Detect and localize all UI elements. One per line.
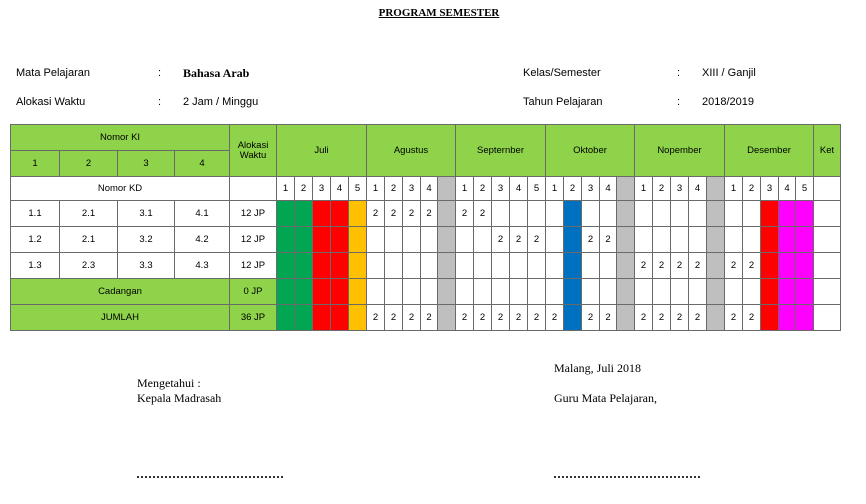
week-cell [295,279,313,305]
week-number: 2 [385,177,403,201]
week-cell: 2 [474,201,492,227]
week-cell [331,253,349,279]
table-row [11,305,841,331]
week-cell: 2 [689,305,707,331]
table-row [11,253,841,279]
week-cell [796,227,814,253]
week-cell [743,279,761,305]
week-cell: 2 [456,201,474,227]
week-cell [725,227,743,253]
week-cell [313,201,331,227]
week-number: 1 [367,177,385,201]
week-cell: 2 [725,305,743,331]
week-number [707,177,725,201]
week-cell [779,227,796,253]
week-cell [456,253,474,279]
week-cell [277,305,295,331]
kd-cell: 1.2 [11,227,60,253]
week-cell: 2 [635,253,653,279]
week-cell: 2 [403,201,421,227]
week-number [438,177,456,201]
kd-cell: 1.1 [11,201,60,227]
week-cell [707,201,725,227]
week-cell: 2 [689,253,707,279]
week-cell: 2 [671,253,689,279]
week-cell [564,279,582,305]
week-cell [635,201,653,227]
week-number: 4 [689,177,707,201]
ki-number: 3 [118,151,175,177]
week-cell [528,201,546,227]
cadangan-label: Cadangan [11,279,230,305]
week-cell [456,279,474,305]
week-cell [295,305,313,331]
week-cell [796,305,814,331]
week-cell [546,201,564,227]
kelas-value: XIII / Ganjil [702,67,756,79]
week-cell [438,201,456,227]
ket-cell [814,177,841,201]
week-cell [761,227,779,253]
week-cell [707,253,725,279]
week-cell [761,279,779,305]
week-cell: 2 [474,305,492,331]
week-cell: 2 [725,253,743,279]
week-cell: 2 [600,227,617,253]
week-cell [600,201,617,227]
week-number: 2 [743,177,761,201]
ket-cell [814,201,841,227]
week-cell [779,279,796,305]
nomor-kd-header: Nomor KD [11,177,230,201]
week-cell [743,227,761,253]
week-cell [492,253,510,279]
alokasi-value: 2 Jam / Minggu [183,96,259,108]
week-cell: 2 [743,253,761,279]
week-number: 1 [725,177,743,201]
month-header: Desember [725,125,814,177]
week-cell [671,279,689,305]
kd-cell: 2.3 [60,253,118,279]
ki-number: 2 [60,151,118,177]
week-number [617,177,635,201]
week-cell [295,201,313,227]
week-number: 3 [492,177,510,201]
week-number: 4 [779,177,796,201]
week-cell [385,253,403,279]
week-cell [635,227,653,253]
week-cell: 2 [456,305,474,331]
week-cell: 2 [367,305,385,331]
week-cell [707,305,725,331]
week-cell [546,227,564,253]
week-number: 5 [796,177,814,201]
week-cell [421,253,438,279]
week-cell: 2 [653,305,671,331]
week-cell [313,279,331,305]
week-cell [349,305,367,331]
week-cell [313,253,331,279]
week-cell [367,227,385,253]
week-number: 2 [653,177,671,201]
week-cell [421,279,438,305]
week-cell [331,279,349,305]
week-cell [635,279,653,305]
kd-cell: 4.1 [175,201,230,227]
week-number: 4 [421,177,438,201]
week-cell [707,279,725,305]
week-cell [510,279,528,305]
week-cell [313,227,331,253]
mapel-colon: : [158,67,162,79]
week-number: 2 [474,177,492,201]
week-cell [707,227,725,253]
week-cell [779,305,796,331]
week-cell [761,201,779,227]
kd-cell: 3.3 [118,253,175,279]
week-cell: 2 [421,201,438,227]
week-cell [349,279,367,305]
week-cell [349,227,367,253]
nomor-ki-header: Nomor KI [11,125,230,151]
week-cell [796,201,814,227]
week-cell [438,305,456,331]
week-cell: 2 [528,305,546,331]
week-cell [761,305,779,331]
week-cell [617,279,635,305]
table-row [11,177,841,201]
week-cell [617,305,635,331]
week-cell [761,253,779,279]
week-cell [403,253,421,279]
month-header: Agustus [367,125,456,177]
week-cell [277,227,295,253]
week-cell [510,253,528,279]
week-cell [277,253,295,279]
kepala-madrasah-label: Kepala Madrasah [137,391,222,405]
week-cell [671,201,689,227]
week-cell [564,253,582,279]
alokasi-header: Alokasi Waktu [230,125,277,177]
week-cell: 2 [743,305,761,331]
week-cell [546,253,564,279]
kd-cell: 2.1 [60,227,118,253]
week-number: 4 [600,177,617,201]
week-cell [600,253,617,279]
week-cell: 2 [528,227,546,253]
week-cell [689,227,707,253]
week-cell: 2 [510,305,528,331]
week-cell [528,253,546,279]
week-cell [796,279,814,305]
week-number: 1 [456,177,474,201]
ket-cell [814,227,841,253]
place-date: Malang, Juli 2018 [554,361,641,375]
week-cell [456,227,474,253]
week-cell [582,201,600,227]
mapel-label: Mata Pelajaran [16,67,90,79]
week-cell [331,201,349,227]
ki-number: 1 [11,151,60,177]
week-cell [689,201,707,227]
week-number: 2 [295,177,313,201]
week-cell [474,253,492,279]
week-cell [421,227,438,253]
week-cell: 2 [671,305,689,331]
jumlah-jp: 36 JP [230,305,277,331]
kd-cell: 2.1 [60,201,118,227]
week-cell [617,253,635,279]
week-cell [510,201,528,227]
week-cell [600,279,617,305]
week-cell: 2 [600,305,617,331]
week-cell [492,201,510,227]
jp-cell: 12 JP [230,253,277,279]
week-cell: 2 [492,305,510,331]
week-cell [349,253,367,279]
week-cell [367,279,385,305]
guru-label: Guru Mata Pelajaran, [554,391,657,405]
kelas-label: Kelas/Semester [523,67,601,79]
week-number: 3 [761,177,779,201]
week-cell: 2 [385,201,403,227]
week-cell [564,227,582,253]
ket-cell [814,279,841,305]
jumlah-label: JUMLAH [11,305,230,331]
kd-cell: 3.1 [118,201,175,227]
ket-header: Ket [814,125,841,177]
week-cell [313,305,331,331]
tahun-label: Tahun Pelajaran [523,96,603,108]
signature-line-left [137,476,283,478]
week-cell [796,253,814,279]
week-cell [438,279,456,305]
tahun-colon: : [677,96,681,108]
week-cell [349,201,367,227]
week-number: 3 [403,177,421,201]
week-cell [277,279,295,305]
week-cell: 2 [492,227,510,253]
week-number: 3 [313,177,331,201]
page-title: PROGRAM SEMESTER [378,7,500,19]
week-cell: 2 [582,227,600,253]
cadangan-jp: 0 JP [230,279,277,305]
tahun-value: 2018/2019 [702,96,754,108]
week-cell: 2 [367,201,385,227]
jp-cell: 12 JP [230,227,277,253]
week-cell [582,253,600,279]
week-number: 5 [528,177,546,201]
week-cell [385,227,403,253]
month-header: Juli [277,125,367,177]
week-cell [277,201,295,227]
week-cell [653,279,671,305]
week-cell: 2 [546,305,564,331]
table-row [11,227,841,253]
week-number: 3 [671,177,689,201]
week-cell: 2 [403,305,421,331]
signature-line-right [554,476,700,478]
week-cell [743,201,761,227]
week-cell: 2 [421,305,438,331]
week-cell [725,201,743,227]
week-cell [331,227,349,253]
week-number: 1 [546,177,564,201]
week-cell [582,279,600,305]
mapel-value: Bahasa Arab [183,66,250,80]
week-cell [438,227,456,253]
week-cell: 2 [510,227,528,253]
week-cell: 2 [635,305,653,331]
week-cell [474,279,492,305]
week-cell [653,227,671,253]
week-cell [653,201,671,227]
week-cell [528,279,546,305]
week-cell [295,227,313,253]
week-cell: 2 [582,305,600,331]
week-cell [331,305,349,331]
week-cell [492,279,510,305]
month-header: Nopember [635,125,725,177]
program-semester-table [10,124,841,331]
kd-cell: 4.3 [175,253,230,279]
week-number: 2 [564,177,582,201]
alokasi-label: Alokasi Waktu [16,96,86,108]
week-cell [617,227,635,253]
week-number: 4 [510,177,528,201]
week-number: 5 [349,177,367,201]
week-cell [385,279,403,305]
ki-number: 4 [175,151,230,177]
week-cell [438,253,456,279]
jp-cell: 12 JP [230,201,277,227]
week-cell [403,279,421,305]
week-cell [367,253,385,279]
week-cell [546,279,564,305]
week-cell [671,227,689,253]
month-header: Oktober [546,125,635,177]
week-cell [725,279,743,305]
week-cell [403,227,421,253]
table-row [11,279,841,305]
week-cell [295,253,313,279]
mengetahui-label: Mengetahui : [137,376,201,390]
table-row [11,201,841,227]
week-cell: 2 [653,253,671,279]
kelas-colon: : [677,67,681,79]
week-cell [779,253,796,279]
kd-cell: 4.2 [175,227,230,253]
week-cell [474,227,492,253]
ket-cell [814,305,841,331]
week-cell: 2 [385,305,403,331]
week-cell [689,279,707,305]
week-number: 4 [331,177,349,201]
month-header: Septernber [456,125,546,177]
week-number: 1 [277,177,295,201]
alokasi-colon: : [158,96,162,108]
week-number: 1 [635,177,653,201]
kd-cell: 1.3 [11,253,60,279]
week-cell [564,201,582,227]
week-cell [564,305,582,331]
table-row [11,125,841,151]
week-cell [779,201,796,227]
week-cell [617,201,635,227]
alokasi-blank [230,177,277,201]
kd-cell: 3.2 [118,227,175,253]
ket-cell [814,253,841,279]
week-number: 3 [582,177,600,201]
